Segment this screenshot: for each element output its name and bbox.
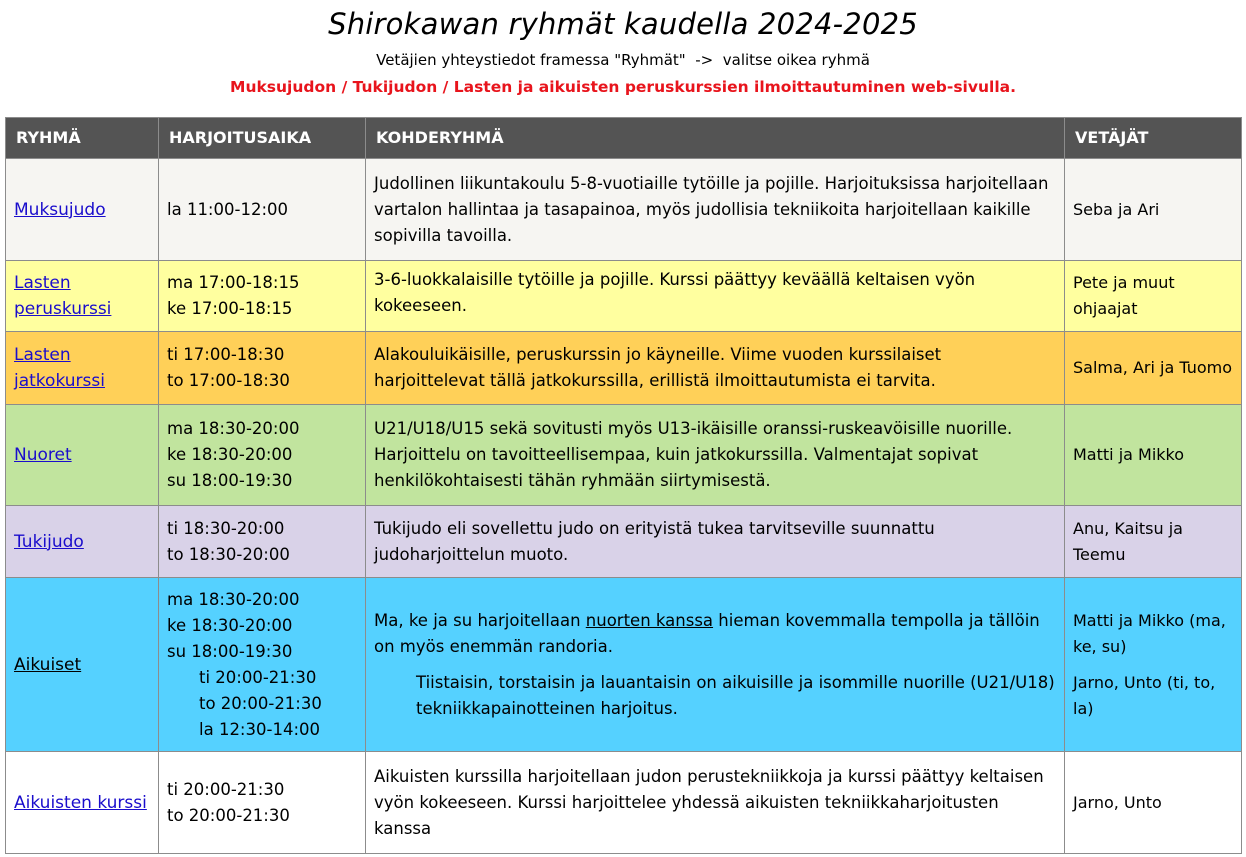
leaders: Pete ja muut ohjaajat [1065, 261, 1242, 332]
table-row-nuoret [6, 405, 1242, 506]
column-header-leaders: VETÄJÄT [1065, 118, 1242, 159]
leaders: Salma, Ari ja Tuomo [1065, 332, 1242, 405]
target-text-before: Ma, ke ja su harjoitellaan [374, 610, 586, 630]
page-title: Shirokawan ryhmät kaudella 2024-2025 [328, 7, 918, 41]
training-time: ti 18:30-20:00 [167, 518, 285, 538]
leaders-secondary: Jarno, Unto (ti, to, la) [1073, 672, 1216, 718]
table-header-row [6, 118, 1242, 159]
training-time: ti 17:00-18:30 [167, 345, 285, 364]
training-time: to 18:30-20:00 [167, 544, 290, 564]
column-header-target: KOHDERYHMÄ [366, 118, 1065, 159]
target-description: 3-6-luokkalaisille tytöille ja pojille. Kurssi päättyy keväällä keltaisen vyön kokeeseen. [366, 261, 1065, 332]
training-time: to 20:00-21:30 [199, 693, 322, 713]
leaders: Jarno, Unto [1065, 752, 1242, 854]
leaders: Seba ja Ari [1065, 159, 1242, 261]
training-time: la 12:30-14:00 [199, 719, 320, 739]
target-description: U21/U18/U15 sekä sovitusti myös U13-ikäisille oranssi-ruskeavöisille nuorille. Harjoittelu on tavoitteellisempaa, kuin jatkokurssilla. Valmentajat sopivat henkilökohtaisesti tähän ryhmään siirtymisestä. [366, 405, 1065, 506]
training-time: su 18:00-19:30 [167, 641, 293, 661]
training-time: ti 20:00-21:30 [167, 779, 285, 799]
target-text-second: Tiistaisin, torstaisin ja lauantaisin on aikuisille ja isommille nuorille (U21/U18) tekniikkapainotteinen harjoitus. [416, 672, 1055, 718]
training-time: to 17:00-18:30 [167, 371, 290, 390]
target-description: Judollinen liikuntakoulu 5-8-vuotiaille tytöille ja pojille. Harjoituksissa harjoitellaan vartalon hallintaa ja tasapainoa, myös judollisia tekniikoita harjoitellaan kaikille sopivilla tavoilla. [366, 159, 1065, 261]
column-header-time: HARJOITUSAIKA [159, 118, 366, 159]
training-time: ma 18:30-20:00 [167, 589, 300, 609]
target-description: Tukijudo eli sovellettu judo on erityistä tukea tarvitseville suunnattu judoharjoittelun muoto. [366, 506, 1065, 578]
table-row-lasten-jatkokurssi [6, 332, 1242, 405]
nuoret-link[interactable]: Nuoret [14, 445, 72, 465]
table-row-aikuisten-kurssi [6, 752, 1242, 854]
training-time: ke 17:00-18:15 [167, 299, 293, 318]
training-time: ma 17:00-18:15 [167, 273, 300, 292]
aikuisten-kurssi-link[interactable]: Aikuisten kurssi [14, 792, 147, 813]
training-time: su 18:00-19:30 [167, 471, 293, 490]
tukijudo-link[interactable]: Tukijudo [14, 531, 84, 552]
lasten-peruskurssi-link[interactable]: Lasten peruskurssi [14, 273, 112, 319]
table-row-aikuiset [6, 578, 1242, 752]
leaders: Anu, Kaitsu ja Teemu [1065, 506, 1242, 578]
target-text-after: hieman kovemmalla tempolla ja tällöin on myös enemmän randoria. [374, 610, 1040, 656]
groups-table [5, 117, 1242, 854]
training-time: ke 18:30-20:00 [167, 445, 293, 464]
training-time: ma 18:30-20:00 [167, 419, 300, 438]
table-row-tukijudo [6, 506, 1242, 578]
target-description: Alakouluikäisille, peruskurssin jo käyneille. Viime vuoden kurssilaiset harjoittelevat tällä jatkokurssilla, erillistä ilmoittautumista ei tarvita. [366, 332, 1065, 405]
aikuiset-label: Aikuiset [14, 654, 82, 675]
training-time: ke 18:30-20:00 [167, 615, 293, 635]
registration-notice: Muksujudon / Tukijudon / Lasten ja aikuisten peruskurssien ilmoittautuminen web-sivulla. [230, 78, 1016, 96]
table-row-muksujudo [6, 159, 1242, 261]
target-text-underlined: nuorten kanssa [585, 610, 714, 630]
leaders: Matti ja Mikko (ma, ke, su) [1073, 610, 1226, 656]
training-time: la 11:00-12:00 [167, 199, 288, 219]
leaders: Matti ja Mikko [1065, 405, 1242, 506]
target-description [366, 578, 1065, 752]
training-time: ti 20:00-21:30 [199, 667, 317, 687]
lasten-jatkokurssi-link[interactable]: Lasten jatkokurssi [14, 345, 105, 391]
page-subtitle: Vetäjien yhteystiedot framessa "Ryhmät" -> valitse oikea ryhmä [376, 51, 870, 69]
target-description: Aikuisten kurssilla harjoitellaan judon perustekniikkoja ja kurssi päättyy keltaisen vyön kokeeseen. Kurssi harjoittelee yhdessä aikuisten tekniikkaharjoitusten kanssa [366, 752, 1065, 854]
muksujudo-link[interactable]: Muksujudo [14, 199, 106, 220]
table-row-lasten-peruskurssi [6, 261, 1242, 332]
training-time: to 20:00-21:30 [167, 805, 290, 825]
column-header-group: RYHMÄ [6, 118, 159, 159]
